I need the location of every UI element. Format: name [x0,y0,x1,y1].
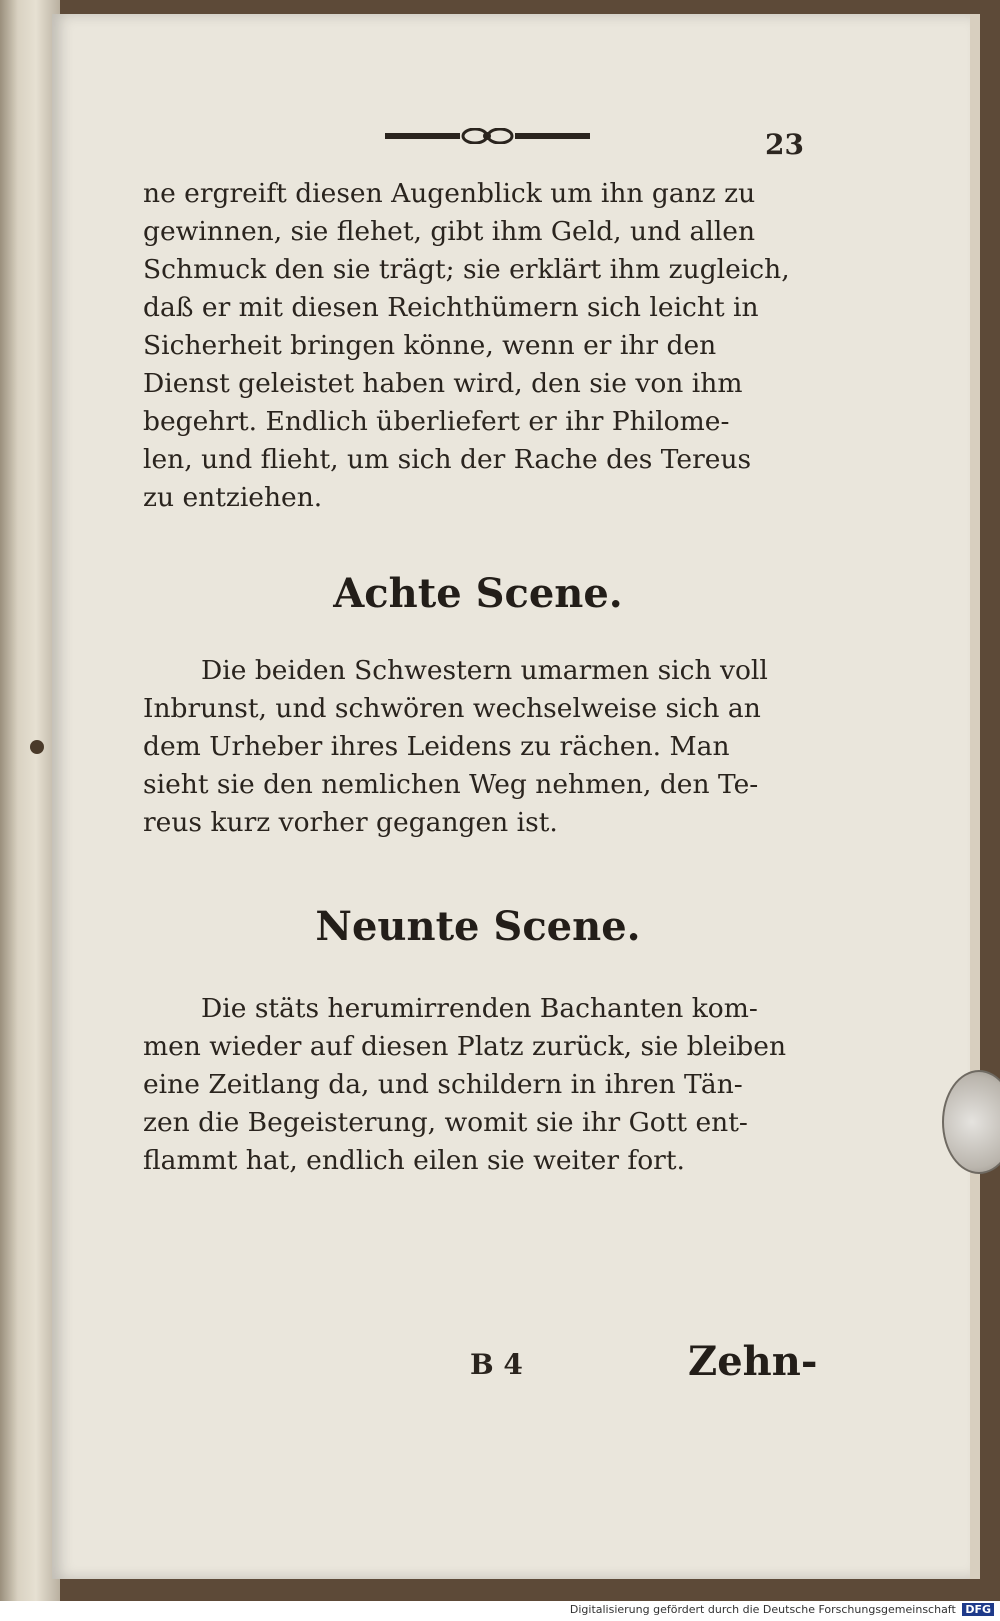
text-line: Schmuck den sie trägt; sie erklärt ihm zugleich, [143,254,790,285]
text-line: sieht sie den nemlichen Weg nehmen, den Te- [143,769,759,800]
text-line: daß er mit diesen Reichthümern sich leicht in [143,292,759,323]
text-line: dem Urheber ihres Leidens zu rächen. Man [143,731,730,762]
text-line: len, und flieht, um sich der Rache des Tereus [143,444,752,475]
signature-mark: B 4 [470,1348,523,1381]
scene-paragraph [143,990,813,1180]
catchword: Zehn- [688,1338,818,1385]
paragraph-continued [143,175,813,517]
text-line: flammt hat, endlich eilen sie weiter fort. [143,1145,685,1176]
text-line: reus kurz vorher gegangen ist. [143,807,558,838]
scene-heading: Neunte Scene. [315,903,641,950]
page-number: 23 [765,128,804,161]
digitization-credit [570,1603,994,1616]
text-line: Die stäts herumirrenden Bachanten kom- [201,993,758,1024]
page-edge [970,14,980,1579]
text-line: men wieder auf diesen Platz zurück, sie bleiben [143,1031,787,1062]
text-line: eine Zeitlang da, und schildern in ihren Tän- [143,1069,743,1100]
binding-hole [30,740,44,754]
scene-paragraph [143,652,813,842]
text-line: Die beiden Schwestern umarmen sich voll [201,655,768,686]
credit-text: Digitalisierung gefördert durch die Deutsche Forschungsgemeinschaft [569,1603,956,1616]
text-line: gewinnen, sie flehet, gibt ihm Geld, und allen [143,216,756,247]
text-line: Dienst geleistet haben wird, den sie von ihm [143,368,743,399]
text-line: Sicherheit bringen könne, wenn er ihr den [143,330,717,361]
text-line: Inbrunst, und schwören wechselweise sich an [143,693,761,724]
text-line: zen die Begeisterung, womit sie ihr Gott ent- [143,1107,748,1138]
book-left-edge [0,0,60,1621]
text-line: begehrt. Endlich überliefert er ihr Philome- [143,406,730,437]
dfg-logo: DFG [962,1603,994,1616]
scene-heading: Achte Scene. [333,570,623,617]
decorative-rule-icon [385,128,590,144]
text-line: zu entziehen. [143,482,323,513]
text-line: ne ergreift diesen Augenblick um ihn ganz zu [143,178,756,209]
